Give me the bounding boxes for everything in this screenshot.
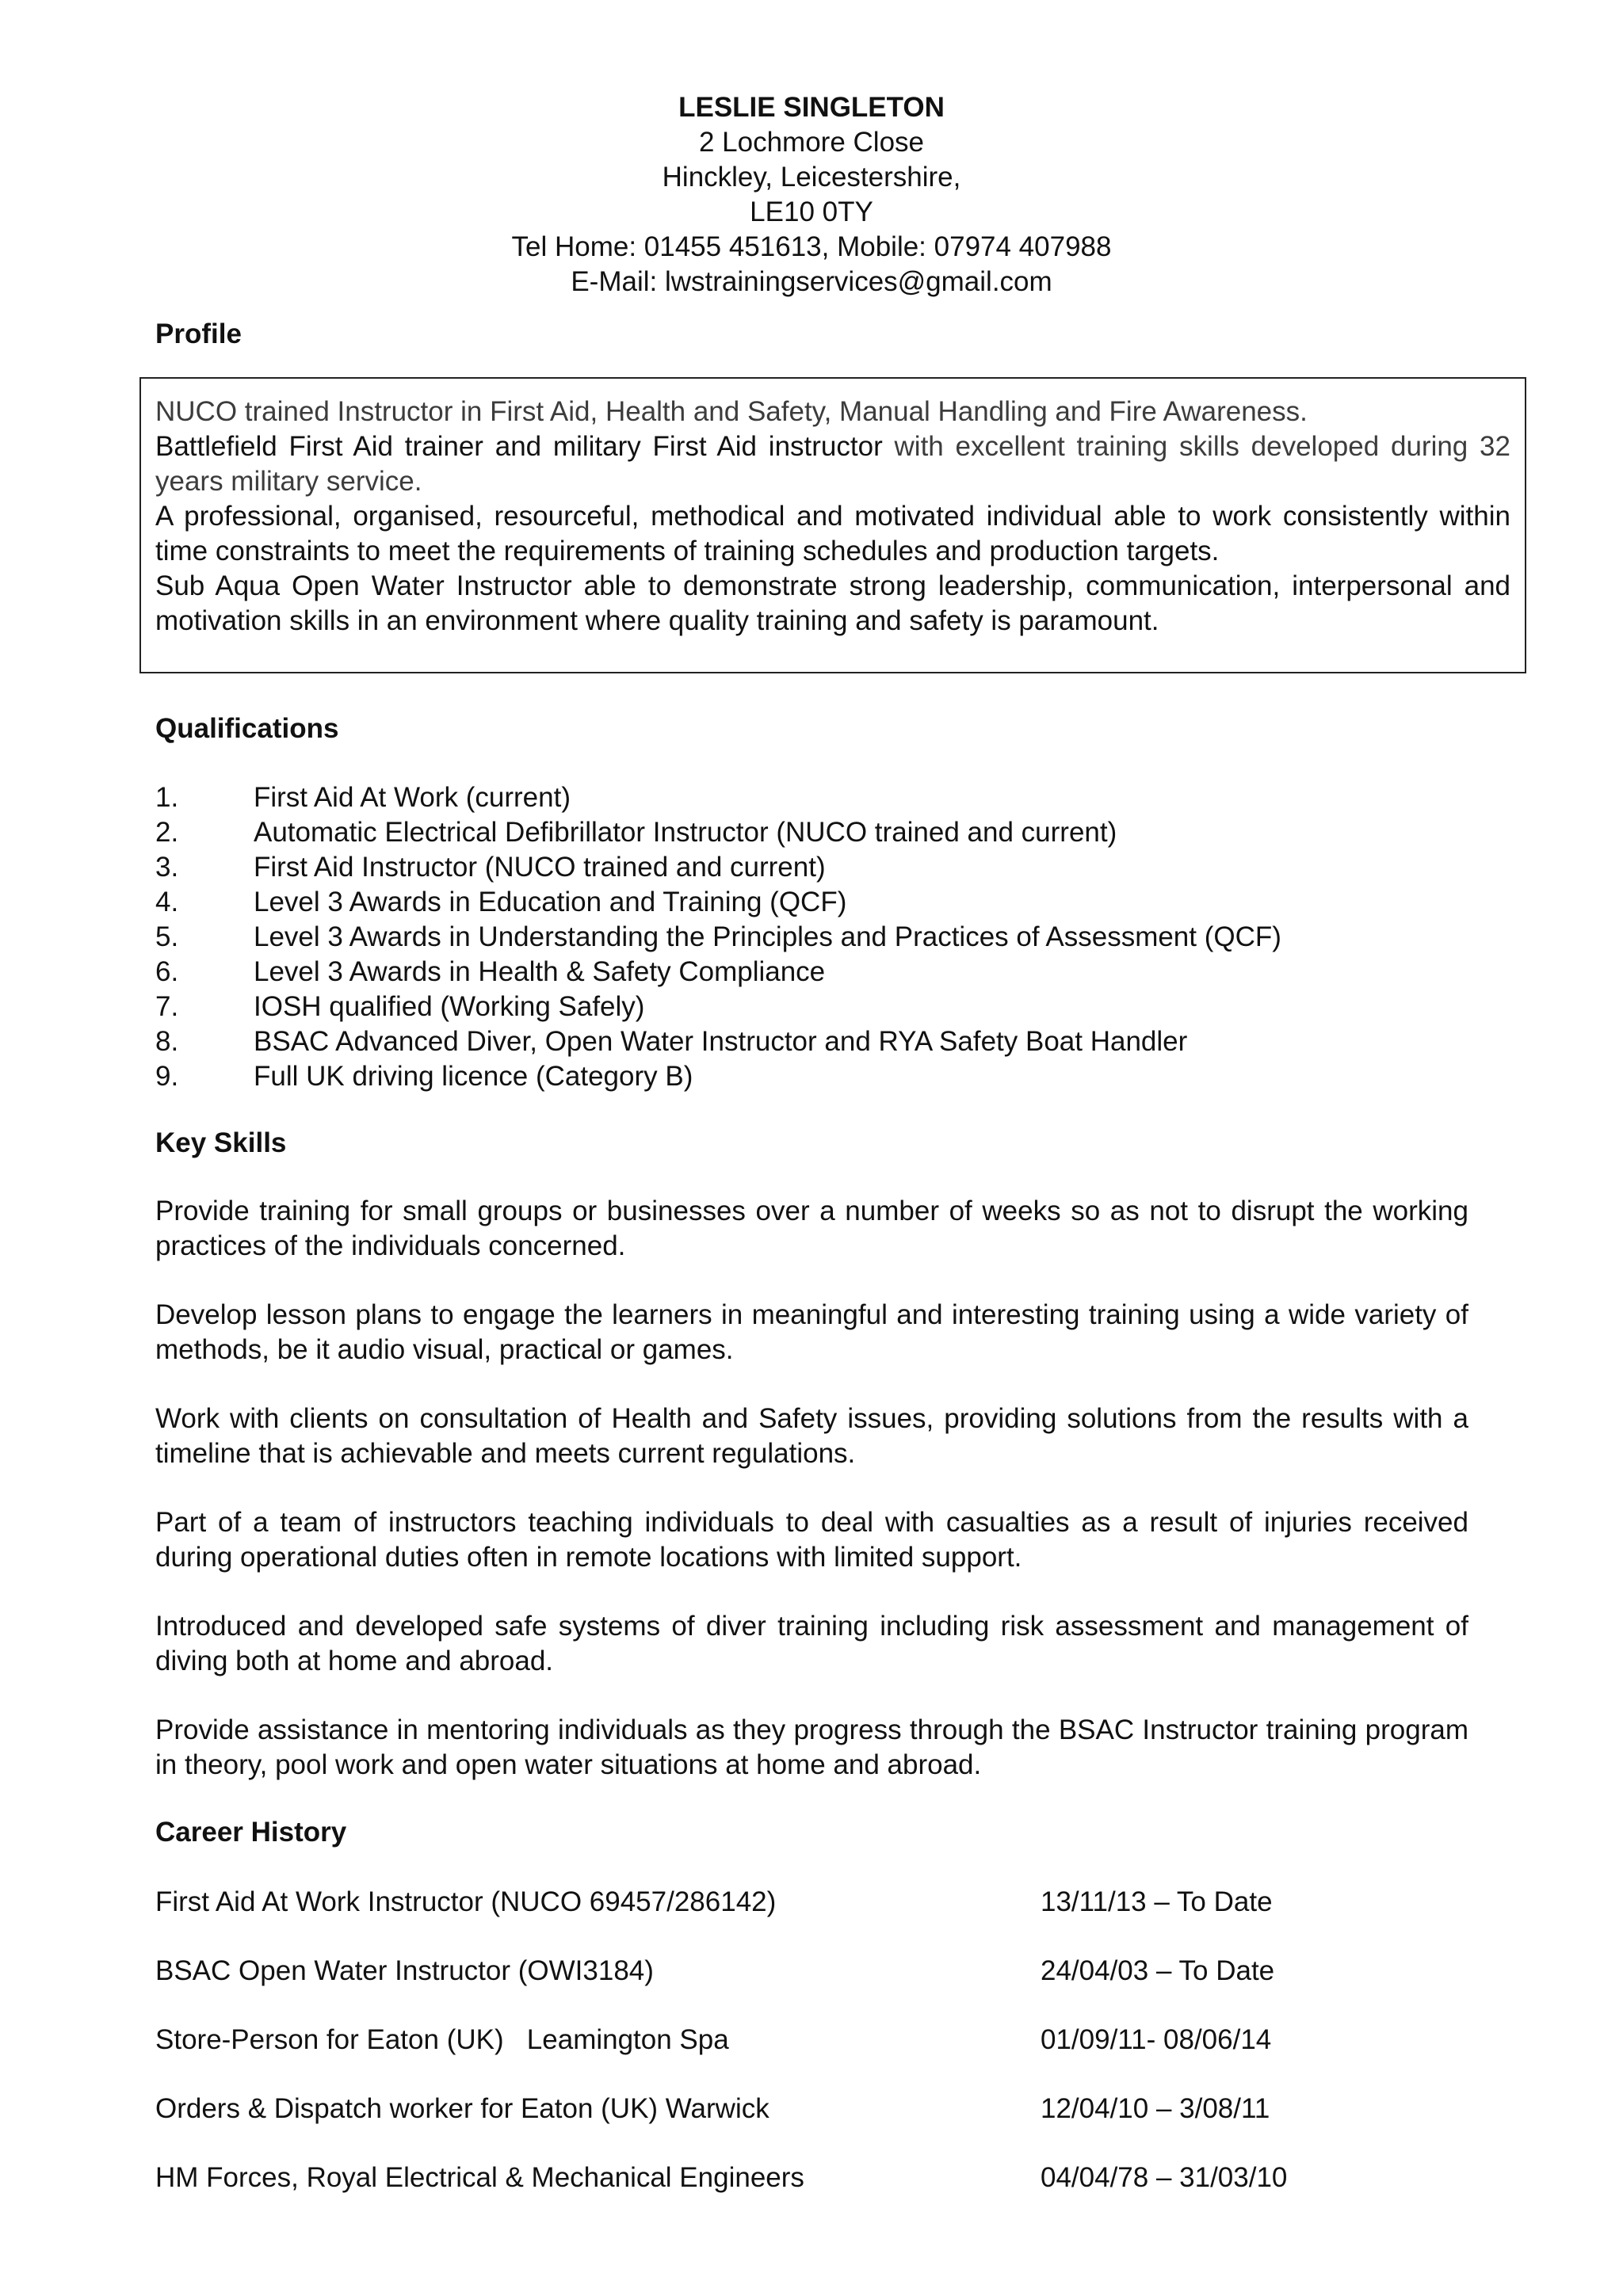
list-item — [155, 990, 1503, 1024]
item-number: 1. — [155, 782, 179, 813]
list-item — [155, 1059, 1503, 1094]
profile-paragraph-2-rest: with excellent training skills developed during 32 years military service. — [155, 431, 1510, 497]
address-line-1: 2 Lochmore Close — [698, 127, 925, 158]
item-text: Level 3 Awards in Health & Safety Compliance — [254, 956, 826, 987]
skill-paragraph: Introduced and developed safe systems of diver training including risk assessment and management of diving both at home and abroad. — [155, 1611, 1468, 1676]
profile-paragraph-2 — [155, 429, 1510, 499]
key-skills-heading: Key Skills — [155, 1127, 287, 1158]
candidate-name: LESLIE SINGLETON — [678, 92, 945, 123]
item-text: BSAC Advanced Diver, Open Water Instructor and RYA Safety Boat Handler — [254, 1026, 1188, 1057]
career-role: Store-Person for Eaton (UK) Leamington Spa — [155, 2024, 729, 2055]
item-text: First Aid At Work (current) — [254, 782, 571, 813]
career-dates: 01/09/11- 08/06/14 — [1041, 2024, 1272, 2055]
item-number: 6. — [155, 956, 179, 987]
email-address: E-Mail: lwstrainingservices@gmail.com — [571, 266, 1052, 297]
item-text: IOSH qualified (Working Safely) — [254, 991, 645, 1022]
skill-paragraph: Provide assistance in mentoring individuals as they progress through the BSAC Instructor training program in theory, pool work and open water situations at home and abroad. — [155, 1714, 1468, 1780]
career-row — [155, 1885, 1423, 1920]
item-number: 3. — [155, 852, 179, 883]
skill-paragraph: Part of a team of instructors teaching individuals to deal with casualties as a result of injuries received during operational duties often in remote locations with limited support. — [155, 1507, 1468, 1573]
career-dates: 04/04/78 – 31/03/10 — [1041, 2162, 1288, 2193]
profile-paragraph-4: Sub Aqua Open Water Instructor able to demonstrate strong leadership, communication, interpersonal and motivation skills in an environment where quality training and safety is paramount. — [155, 570, 1510, 636]
item-text: Full UK driving licence (Category B) — [254, 1061, 693, 1092]
item-text: Level 3 Awards in Understanding the Principles and Practices of Assessment (QCF) — [254, 921, 1281, 952]
career-role: Orders & Dispatch worker for Eaton (UK) Warwick — [155, 2093, 769, 2124]
list-item — [155, 885, 1503, 920]
item-number: 8. — [155, 1026, 179, 1057]
career-row — [155, 2092, 1423, 2126]
list-item — [155, 815, 1503, 850]
address-line-2: Hinckley, Leicestershire, — [662, 162, 961, 193]
list-item — [155, 955, 1503, 990]
item-number: 7. — [155, 991, 179, 1022]
postcode: LE10 0TY — [750, 196, 873, 227]
career-role: BSAC Open Water Instructor (OWI3184) — [155, 1955, 654, 1986]
career-dates: 24/04/03 – To Date — [1041, 1955, 1275, 1986]
qualifications-heading: Qualifications — [155, 713, 339, 744]
profile-paragraph-2-lead: Battlefield First Aid trainer and military First Aid instructor — [155, 431, 883, 462]
item-number: 9. — [155, 1061, 179, 1092]
item-text: First Aid Instructor (NUCO trained and current) — [254, 852, 826, 883]
phone-numbers: Tel Home: 01455 451613, Mobile: 07974 407988 — [511, 231, 1112, 262]
career-row — [155, 2161, 1423, 2195]
profile-box — [139, 377, 1526, 673]
item-number: 5. — [155, 921, 179, 952]
skill-paragraph: Develop lesson plans to engage the learners in meaningful and interesting training using a wide variety of methods, be it audio visual, practical or games. — [155, 1299, 1468, 1365]
career-row — [155, 1954, 1423, 1989]
profile-paragraph-1: NUCO trained Instructor in First Aid, Health and Safety, Manual Handling and Fire Awareness. — [155, 396, 1308, 427]
skill-paragraph: Provide training for small groups or businesses over a number of weeks so as not to disrupt the working practices of the individuals concerned. — [155, 1196, 1468, 1261]
career-row — [155, 2023, 1423, 2058]
skill-paragraph: Work with clients on consultation of Health and Safety issues, providing solutions from the results with a timeline that is achievable and meets current regulations. — [155, 1403, 1468, 1469]
career-role: HM Forces, Royal Electrical & Mechanical Engineers — [155, 2162, 804, 2193]
item-number: 2. — [155, 817, 179, 848]
item-text: Level 3 Awards in Education and Training (QCF) — [254, 887, 847, 917]
contact-header — [0, 90, 1623, 299]
list-item — [155, 920, 1503, 955]
qualifications-list — [155, 780, 1503, 1094]
item-text: Automatic Electrical Defibrillator Instructor (NUCO trained and current) — [254, 817, 1117, 848]
list-item — [155, 780, 1503, 815]
list-item — [155, 850, 1503, 885]
career-role: First Aid At Work Instructor (NUCO 69457/286142) — [155, 1886, 777, 1917]
list-item — [155, 1024, 1503, 1059]
career-dates: 12/04/10 – 3/08/11 — [1041, 2093, 1270, 2124]
item-number: 4. — [155, 887, 179, 917]
profile-paragraph-3: A professional, organised, resourceful, methodical and motivated individual able to work consistently within time constraints to meet the requirements of training schedules and production targets. — [155, 501, 1510, 566]
career-history-heading: Career History — [155, 1817, 347, 1848]
profile-heading: Profile — [155, 318, 242, 349]
career-dates: 13/11/13 – To Date — [1041, 1886, 1273, 1917]
